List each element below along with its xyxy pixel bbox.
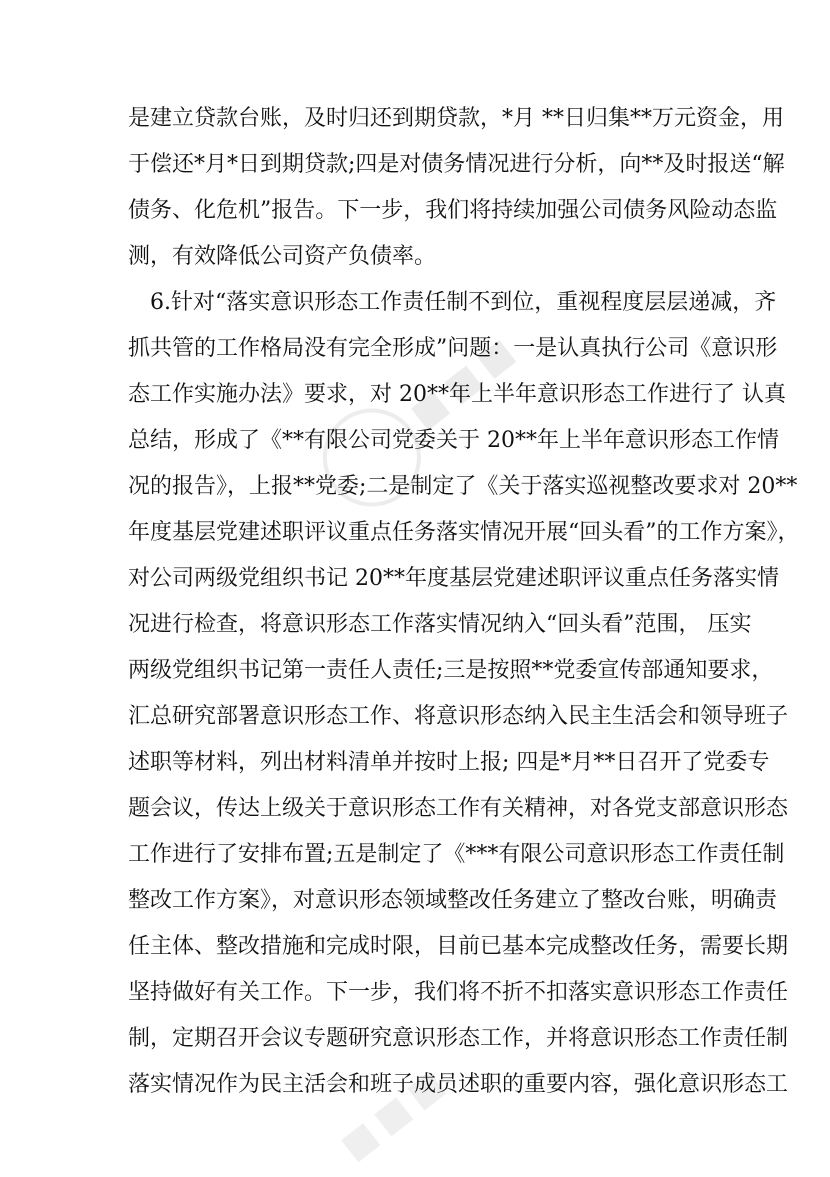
watermark-bottom: ▪▪▪	[323, 1048, 463, 1177]
text-line: 年度基层党建述职评议重点任务落实情况开展“回头看”的工作方案》，	[128, 520, 800, 545]
text-line: 两级党组织书记第一责任人责任;三是按照**党委宣传部通知要求，	[128, 658, 774, 683]
text-line: 题会议，传达上级关于意识形态工作有关精神，对各党支部意识形态	[128, 796, 789, 821]
text-line: 坚持做好有关工作。下一步，我们将不折不扣落实意识形态工作责任	[128, 980, 789, 1005]
text-line: 抓共管的工作格局没有完全形成”问题：一是认真执行公司《意识形	[128, 336, 778, 361]
text-line: 述职等材料，列出材料清单并按时上报; 四是*月**日召开了党委专	[128, 750, 770, 775]
text-line: 工作进行了安排布置;五是制定了《***有限公司意识形态工作责任制	[128, 842, 785, 867]
text-line: 制，定期召开会议专题研究意识形态工作，并将意识形态工作责任制	[128, 1026, 789, 1051]
text-line: 对公司两级党组织书记 20**年度基层党建述职评议重点任务落实情	[128, 566, 779, 591]
text-line: 债务、化危机”报告。下一步，我们将持续加强公司债务风险动态监	[128, 198, 778, 223]
text-line: 总结，形成了《**有限公司党委关于 20**年上半年意识形态工作情	[128, 428, 779, 453]
text-line: 测，有效降低公司资产负债率。	[128, 244, 437, 269]
text-line: 是建立贷款台账，及时归还到期贷款，*月 **日归集**万元资金，用	[128, 106, 784, 131]
text-line: 况的报告》，上报**党委;二是制定了《关于落实巡视整改要求对 20**	[128, 474, 798, 499]
text-line: 于偿还*月*日到期贷款;四是对债务情况进行分析，向**及时报送“解	[128, 152, 785, 177]
watermark-glyphs: ▪▪▪	[393, 316, 533, 446]
text-line: 任主体、整改措施和完成时限，目前已基本完成整改任务，需要长期	[128, 934, 789, 959]
paragraph-start-line: 6.针对“落实意识形态工作责任制不到位，重视程度层层递减，齐	[150, 290, 777, 315]
text-line: 态工作实施办法》要求，对 20**年上半年意识形态工作进行了 认真	[128, 382, 786, 407]
text-line: 汇总研究部署意识形态工作、将意识形态纳入民主生活会和领导班子	[128, 704, 789, 729]
text-line: 落实情况作为民主活会和班子成员述职的重要内容，强化意识形态工	[128, 1072, 789, 1097]
text-line: 况进行检查，将意识形态工作落实情况纳入“回头看”范围， 压实	[128, 612, 752, 637]
text-line: 整改工作方案》，对意识形态领域整改任务建立了整改台账，明确责	[128, 888, 778, 913]
